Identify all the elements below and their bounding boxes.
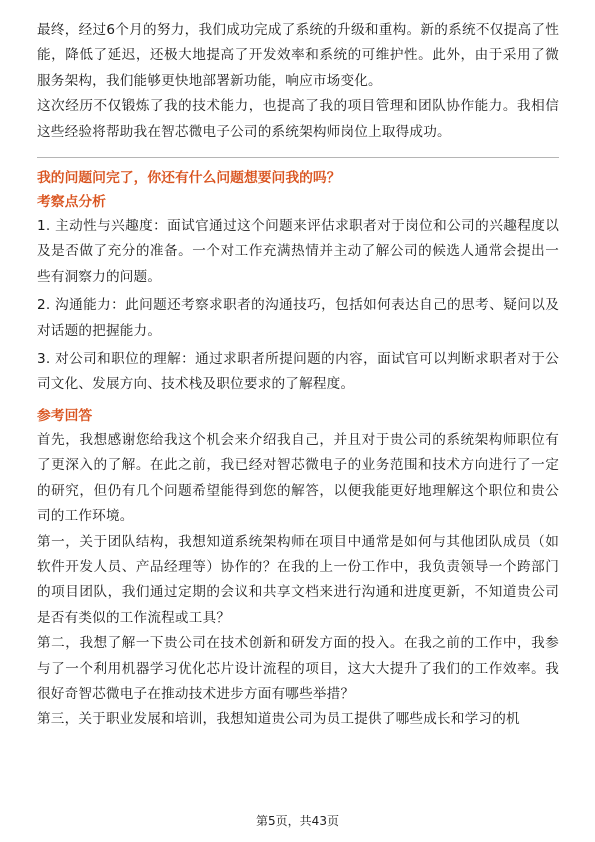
analysis-point-2: 2. 沟通能力：此问题还考察求职者的沟通技巧，包括如何表达自己的思考、疑问以及对话题的把握能力。 [37, 297, 559, 339]
page-number: 第5页，共43页 [256, 814, 339, 828]
intro-paragraph-1: 最终，经过6个月的努力，我们成功完成了系统的升级和重构。新的系统不仅提高了性能，降低了延迟，还极大地提高了开发效率和系统的可维护性。此外，由于采用了微服务架构，我们能够更快地部署新功能，响应市场变化。 [37, 22, 559, 89]
analysis-point-3: 3. 对公司和职位的理解：通过求职者所提问题的内容，面试官可以判断求职者对于公司文化、发展方向、技术栈及职位要求的了解程度。 [37, 351, 559, 393]
intro-paragraph-2: 这次经历不仅锻炼了我的技术能力，也提高了我的项目管理和团队协作能力。我相信这些经验将帮助我在智芯微电子公司的系统架构师岗位上取得成功。 [37, 98, 559, 140]
document-body [37, 18, 559, 733]
answer-paragraph-2: 第一，关于团队结构，我想知道系统架构师在项目中通常是如何与其他团队成员（如软件开发人员、产品经理等）协作的？在我的上一份工作中，我负责领导一个跨部门的项目团队，我们通过定期的会议和共享文档来进行沟通和进度更新，不知道贵公司是否有类似的工作流程或工具？ [37, 533, 559, 626]
answer-title: 参考回答 [37, 407, 93, 424]
analysis-point-1: 1. 主动性与兴趣度：面试官通过这个问题来评估求职者对于岗位和公司的兴趣程度以及是否做了充分的准备。一个对工作充满热情并主动了解公司的候选人通常会提出一些有洞察力的问题。 [37, 218, 559, 285]
answer-paragraph-1: 首先，我想感谢您给我这个机会来介绍我自己，并且对于贵公司的系统架构师职位有了更深入的了解。在此之前，我已经对智芯微电子的业务范围和技术方向进行了一定的研究，但仍有几个问题希望能得到您的解答，以便我能更好地理解这个职位和贵公司的工作环境。 [37, 431, 559, 525]
analysis-title: 考察点分析 [37, 194, 106, 211]
question-heading: 我的问题问完了，你还有什么问题想要问我的吗？ [37, 170, 341, 187]
answer-paragraph-3: 第二，我想了解一下贵公司在技术创新和研发方面的投入。在我之前的工作中，我参与了一个利用机器学习优化芯片设计流程的项目，这大大提升了我们的工作效率。我很好奇智芯微电子在推动技术进步方面有哪些举措？ [37, 635, 559, 702]
answer-paragraph-4: 第三，关于职业发展和培训，我想知道贵公司为员工提供了哪些成长和学习的机 [37, 711, 520, 728]
section-divider [37, 157, 559, 158]
